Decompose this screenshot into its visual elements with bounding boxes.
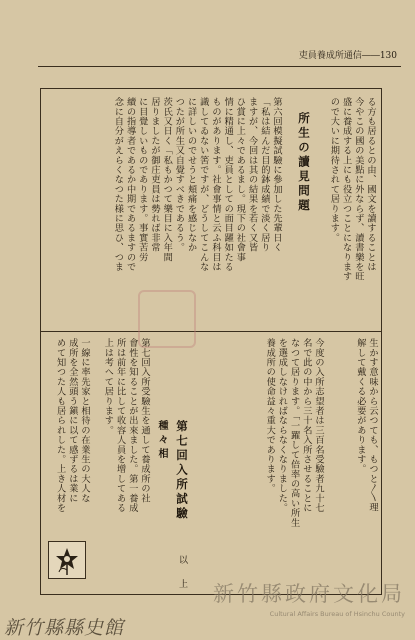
section-title-exam: 第七回入所試驗 <box>175 420 189 522</box>
library-stamp: 新竹縣縣史館 <box>4 617 125 639</box>
running-head: 吏員養成所通信――130 <box>298 51 397 61</box>
watermark-title: 新竹縣政府文化局 <box>213 582 405 606</box>
closing-mark: 以 上 <box>177 555 187 594</box>
exam-paragraph: 第七回入所受驗生を通して養成所の社 會性を知ることが出來ました。第一養成 所は前年に比して收容人員を增してある 上は考へて居ります。 <box>102 338 150 513</box>
header-rule <box>38 66 401 67</box>
lower-right-paragraph: 生かす意味から云つても、もつと〱理 解して戴くる必要があります。 <box>354 338 378 513</box>
middle-divider <box>40 331 382 332</box>
exam-subtitle: 種々相 <box>156 420 167 462</box>
reading-paragraph: 第六回模擬試驗に參加した先輩日く 「私は結んだ目的鉢成績で淡く居り ますが、今回は其の結果を若く又皆 ひ賞に上々であるまし。現下の社會事 情に精通し、吏員としての面目躍如たる ものがあります。社會事情と云ふ科目は 識してゐない筈ですが、どうしてこんな に詳しいのでせうと頬痛を感じなか つたが所生又自覺すべきであるう。 茨氏又日く「私もかつて樂目に入年間 居りましたが御庄吏員は勢れば非常 に目覺しいものであります。事實苦労 續の指導者であるか中期であるますので 念に自分がえらくなつた様に思ひ、つま <box>112 97 282 272</box>
watermark-subtitle: Cultural Affairs Bureau of Hsinchu County <box>269 610 405 618</box>
flower-ornament <box>48 541 86 579</box>
continued-paragraph: る方も居るとの由、國文を讀することは 今やこの國の美點に外ならず、讀書樂を旺 盛に養成する上にも役立つことになります ので大いに期待されて居ります。 <box>328 97 376 282</box>
lower-left-paragraph: 一線に率先家と相待の在業生の大人な 成所を全然頭う鎭に以て感ずるは業に めて知つた人も居られした。上き人材を <box>54 338 90 513</box>
watermark <box>213 578 405 618</box>
lower-middle-paragraph: 今度の入所志望者は三百名受驗者九十七 名で此の中から三十名入所させることに なつて居ります。「一躍して倍率の高い所生 を選成しなければならなくなりました。 養成所の使命益々重大であります。 <box>264 338 324 528</box>
section-title-reading: 所生の讀見問題 <box>297 112 311 214</box>
